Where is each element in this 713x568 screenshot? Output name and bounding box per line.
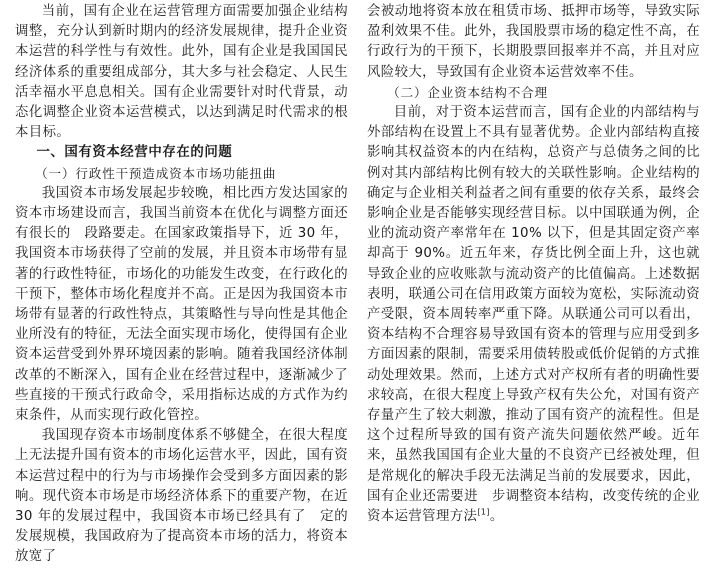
right-column — [367, 2, 700, 527]
subsection-heading-2: （二）企业资本结构不合理 — [387, 84, 548, 100]
subsection-heading-1: （一）行政性干预造成资本市场功能扭曲 — [35, 165, 277, 181]
body-paragraph: 我国资本市场发展起步较晚，相比西方发达国家的资本市场建设而言，我国当前资本在优化与调整方面还有很长的 段路要走。在国家政策指导下，近 30 年，我国资本市场获得了空前的发展，并且资本市场带有显著的行政性特征，市场化的功能发生改变，在行政化的干预下，整体市场化程度并不高。正是因为我国资本市场带有显著的行政性特点，其策略性与导向性是其他企业所没有的特征，无法全面实现市场化，使得国有企业资本运营受到外界环境因素的影响。随着我国经济体制改革的不断深入，国有企业在经营过程中，逐渐减少了 些直接的干预式行政命令，采用指标达成的方式作为约束条件，从而实现行政化管控。 — [15, 185, 362, 424]
body-paragraph — [367, 103, 700, 527]
citation-marker: [1] — [477, 507, 490, 517]
left-column — [15, 2, 362, 568]
body-paragraph: 我国现存资本市场制度体系不够健全，在很大程度上无法提升国有资本的市场化运营水平，因此，国有资本运营过程中的行为与市场操作会受到多方面因素的影响。现代资本市场是市场经济体系下的重要产物，在近 30 年的发展过程中，我国资本市场已经具有了 定的发展规模，我国政府为了提高资本市场的活力，将资本放宽了 — [15, 428, 348, 565]
section-heading: 一、国有资本经营中存在的问题 — [36, 145, 233, 161]
body-text-end: 。 — [489, 509, 504, 525]
intro-paragraph: 当前，国有企业在运营管理方面需要加强企业结构调整，充分认到新时期内的经济发展规律，提升企业资本运营的科学性与有效性。此外，国有企业是我国国民经济体系的重要组成部分，其大多与社会稳定、人民生活幸福水平息息相关。国有企业需要针对时代背景，动态化调整企业资本运营模式，以达到满足时代需求的根本目标。 — [15, 4, 348, 141]
body-text: 目前，对于资本运营而言，国有企业的内部结构与外部结构在设置上不具有显著优势。企业内部结构直接影响其权益资本的内在结构，总资产与总债务之间的比例对其内部结构比例有较大的关联性影响。企业结构的确定与企业相关利益者之间有重要的依存关系，最终会影响企业是否能够实现经营目标。以中国联通为例，企业的流动资产率常年在 10% 以下，但是其固定资产率却高于 90%。近五年来，存货比例全面上升，这也就导致企业的应收账款与流动资产的比值偏高。上述数据表明，联通公司在信用政策方面较为宽松，实际流动资产受限，资本周转率严重下降。从联通公司可以看出，资本结构不合理容易导致国有资本的管理与应用受到多方面因素的限制，需要采用债转股或低价促销的方式推动处理效果。然而，上述方式对产权所有者的明确性要求较高，在很大程度上导致产权有失公允，对国有资产存量产生了较大刺激，推动了国有资产的流程性。但是这个过程所导致的国有资产流失问题依然严峻。近年来，虽然我国国有企业大量的不良资产已经被处理，但是常规化的解决手段无法满足当前的发展要求，因此，国有企业还需要进 步调整资本结构，改变传统的企业资本运营管理方法 — [367, 105, 700, 525]
continued-paragraph: 会被动地将资本放在租赁市场、抵押市场等，导致实际盈利效果不佳。此外，我国股票市场的稳定性不高，在行政行为的干预下，长期股票回报率并不高，并且对应风险较大，导致国有企业资本运营效率不佳。 — [367, 4, 700, 80]
